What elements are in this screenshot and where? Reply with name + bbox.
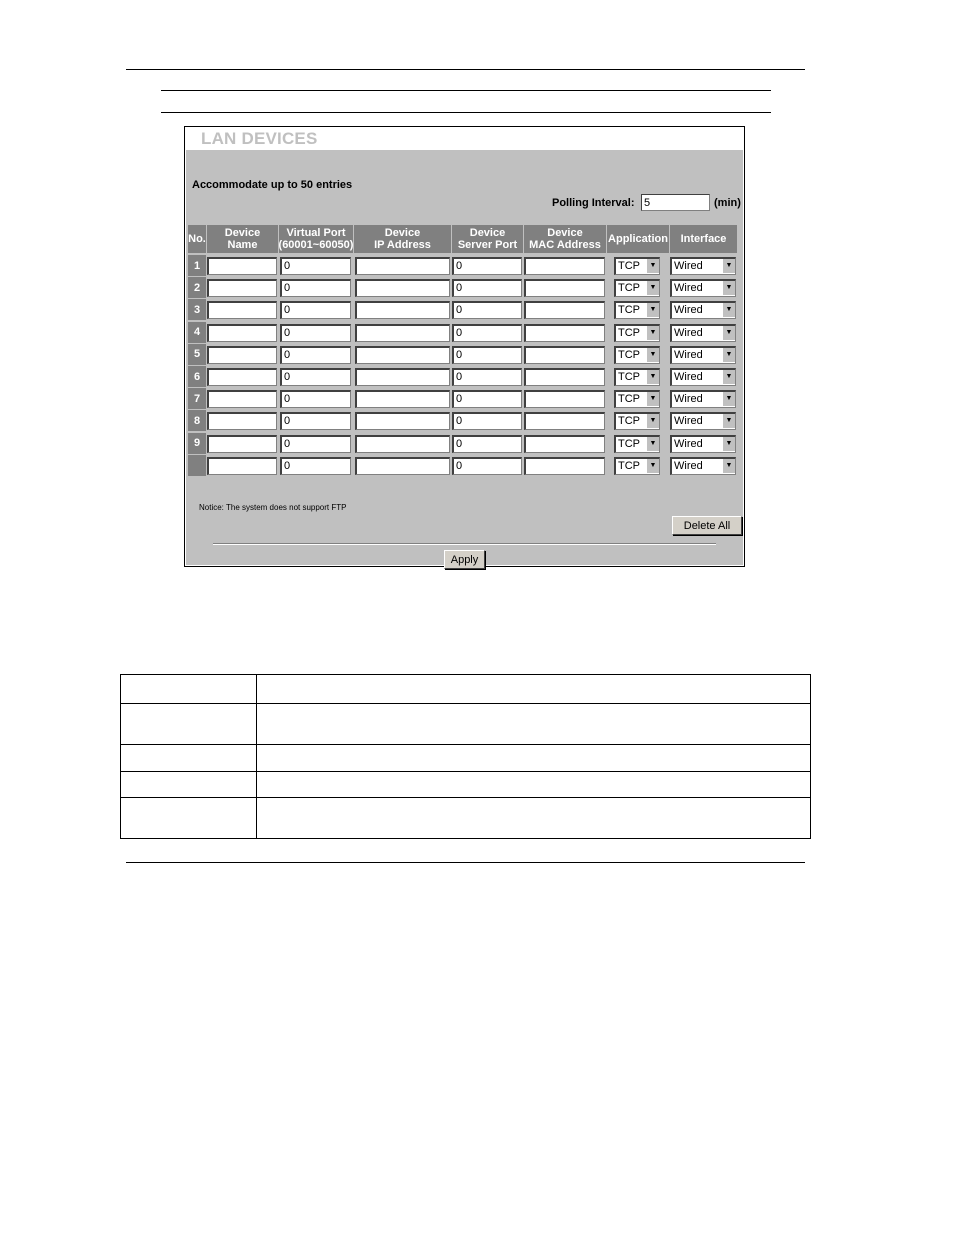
- mac-address-input[interactable]: [524, 368, 605, 386]
- table-row: [186, 366, 743, 388]
- device-name-input[interactable]: [207, 301, 277, 319]
- application-select[interactable]: [614, 457, 660, 475]
- application-select-value: TCP: [618, 459, 640, 472]
- row-number: 3: [188, 299, 206, 320]
- device-name-input[interactable]: [207, 279, 277, 297]
- application-select-value: TCP: [618, 326, 640, 339]
- header-server-port: Device Server Port: [452, 225, 523, 253]
- table-row: [121, 745, 810, 772]
- table-row: [121, 772, 810, 798]
- row-number: 5: [188, 344, 206, 365]
- application-select-value: TCP: [618, 282, 640, 295]
- section-rule-2: [161, 112, 771, 113]
- ip-address-input[interactable]: [355, 346, 450, 364]
- virtual-port-input[interactable]: 0: [280, 301, 351, 319]
- interface-select-value: Wired: [674, 437, 703, 450]
- interface-select[interactable]: [670, 368, 736, 386]
- entries-note: Accommodate up to 50 entries: [192, 179, 353, 191]
- server-port-input[interactable]: 0: [452, 301, 522, 319]
- panel-body: [186, 150, 743, 565]
- polling-interval-input[interactable]: [641, 194, 710, 211]
- application-select-value: TCP: [618, 437, 640, 450]
- chevron-down-icon[interactable]: ▼: [722, 281, 735, 295]
- application-select[interactable]: [614, 435, 660, 453]
- application-select[interactable]: [614, 324, 660, 342]
- chevron-down-icon[interactable]: ▼: [722, 437, 735, 451]
- page-bottom-rule: [126, 862, 805, 863]
- device-name-input[interactable]: [207, 390, 277, 408]
- mac-address-input[interactable]: [524, 457, 605, 475]
- server-port-input[interactable]: 0: [452, 368, 522, 386]
- table-row: [186, 299, 743, 321]
- mac-address-input[interactable]: [524, 390, 605, 408]
- divider: [213, 543, 716, 545]
- device-name-input[interactable]: [207, 435, 277, 453]
- chevron-down-icon[interactable]: ▼: [646, 259, 659, 273]
- header-interface: Interface: [670, 225, 737, 253]
- ip-address-input[interactable]: [355, 390, 450, 408]
- interface-select[interactable]: [670, 257, 736, 275]
- row-number: 6: [188, 366, 206, 387]
- server-port-input[interactable]: 0: [452, 390, 522, 408]
- server-port-input[interactable]: 0: [452, 457, 522, 475]
- interface-select[interactable]: [670, 457, 736, 475]
- header-virtual-port: Virtual Port (60001~60050): [278, 227, 354, 251]
- chevron-down-icon[interactable]: ▼: [646, 303, 659, 317]
- virtual-port-input[interactable]: 0: [280, 457, 351, 475]
- interface-select-value: Wired: [674, 326, 703, 339]
- chevron-down-icon[interactable]: ▼: [722, 370, 735, 384]
- table-row: [186, 388, 743, 410]
- interface-select[interactable]: [670, 412, 736, 430]
- lan-devices-panel: [184, 126, 745, 567]
- interface-select[interactable]: [670, 279, 736, 297]
- column-divider: [256, 675, 257, 838]
- chevron-down-icon[interactable]: ▼: [646, 414, 659, 428]
- virtual-port-input[interactable]: 0: [280, 412, 351, 430]
- table-row: [186, 344, 743, 366]
- mac-address-input[interactable]: [524, 346, 605, 364]
- ip-address-input[interactable]: [355, 301, 450, 319]
- application-select[interactable]: [614, 301, 660, 319]
- server-port-input[interactable]: 0: [452, 257, 522, 275]
- virtual-port-input[interactable]: 0: [280, 390, 351, 408]
- interface-select[interactable]: [670, 435, 736, 453]
- page-title: LAN DEVICES: [201, 129, 318, 148]
- mac-address-input[interactable]: [524, 279, 605, 297]
- chevron-down-icon[interactable]: ▼: [722, 259, 735, 273]
- table-row: [186, 410, 743, 432]
- header-mac-address: Device MAC Address: [524, 225, 606, 253]
- application-select[interactable]: [614, 346, 660, 364]
- virtual-port-input[interactable]: 0: [280, 435, 351, 453]
- server-port-input[interactable]: 0: [452, 412, 522, 430]
- virtual-port-input[interactable]: 0: [280, 257, 351, 275]
- row-number: 2: [188, 277, 206, 298]
- chevron-down-icon[interactable]: ▼: [722, 414, 735, 428]
- chevron-down-icon[interactable]: ▼: [646, 348, 659, 362]
- polling-interval-label: Polling Interval:: [552, 197, 635, 209]
- table-row: [186, 455, 743, 477]
- row-number: 9: [188, 433, 206, 454]
- interface-select-value: Wired: [674, 282, 703, 295]
- interface-select[interactable]: [670, 346, 736, 364]
- table-row: [121, 704, 810, 745]
- interface-select[interactable]: [670, 390, 736, 408]
- application-select-value: TCP: [618, 415, 640, 428]
- interface-select-value: Wired: [674, 304, 703, 317]
- table-row: [186, 322, 743, 344]
- interface-select-value: Wired: [674, 415, 703, 428]
- chevron-down-icon[interactable]: ▼: [646, 392, 659, 406]
- table-row: [186, 255, 743, 277]
- server-port-input[interactable]: 0: [452, 279, 522, 297]
- interface-select-value: Wired: [674, 260, 703, 272]
- row-number: 1: [188, 255, 206, 276]
- ip-address-input[interactable]: [355, 412, 450, 430]
- chevron-down-icon[interactable]: ▼: [722, 392, 735, 406]
- application-select[interactable]: [614, 279, 660, 297]
- row-number: 7: [188, 388, 206, 409]
- mac-address-input[interactable]: [524, 435, 605, 453]
- header-application: Application: [607, 225, 669, 253]
- header-device-name: Device Name: [207, 225, 278, 253]
- header-ip-address: Device IP Address: [354, 225, 451, 253]
- virtual-port-input[interactable]: 0: [280, 279, 351, 297]
- table-row: [186, 433, 743, 455]
- device-name-input[interactable]: [207, 412, 277, 430]
- chevron-down-icon[interactable]: ▼: [646, 437, 659, 451]
- application-select[interactable]: [614, 257, 660, 275]
- row-number: 4: [188, 322, 206, 343]
- field-description-table: [120, 674, 811, 839]
- table-row: [186, 277, 743, 299]
- ip-address-input[interactable]: [355, 279, 450, 297]
- polling-interval-unit: (min): [714, 197, 741, 209]
- application-select-value: TCP: [618, 393, 640, 406]
- table-row: [121, 675, 810, 704]
- chevron-down-icon[interactable]: ▼: [722, 348, 735, 362]
- chevron-down-icon[interactable]: ▼: [722, 326, 735, 340]
- mac-address-input[interactable]: [524, 301, 605, 319]
- application-select[interactable]: [614, 412, 660, 430]
- device-name-input[interactable]: [207, 368, 277, 386]
- application-select-value: TCP: [618, 304, 640, 317]
- application-select-value: TCP: [618, 371, 640, 383]
- ftp-notice: Notice: The system does not support FTP: [199, 503, 347, 512]
- server-port-input[interactable]: 0: [452, 346, 522, 364]
- mac-address-input[interactable]: [524, 257, 605, 275]
- interface-select[interactable]: [670, 324, 736, 342]
- chevron-down-icon[interactable]: ▼: [646, 326, 659, 340]
- virtual-port-input[interactable]: 0: [280, 346, 351, 364]
- device-name-input[interactable]: [207, 257, 277, 275]
- page-top-rule: [126, 69, 805, 70]
- server-port-input[interactable]: 0: [452, 324, 522, 342]
- device-name-input[interactable]: [207, 324, 277, 342]
- mac-address-input[interactable]: [524, 324, 605, 342]
- interface-select-value: Wired: [674, 348, 703, 361]
- mac-address-input[interactable]: [524, 412, 605, 430]
- interface-select-value: Wired: [674, 459, 703, 472]
- interface-select-value: Wired: [674, 371, 703, 383]
- application-select[interactable]: [614, 368, 660, 386]
- section-rule-1: [161, 90, 771, 91]
- virtual-port-input[interactable]: 0: [280, 368, 351, 386]
- header-no: No.: [188, 225, 206, 253]
- chevron-down-icon[interactable]: ▼: [646, 281, 659, 295]
- chevron-down-icon[interactable]: ▼: [646, 459, 659, 473]
- interface-select[interactable]: [670, 301, 736, 319]
- chevron-down-icon[interactable]: ▼: [646, 370, 659, 384]
- delete-all-button[interactable]: Delete All: [672, 516, 742, 535]
- ip-address-input[interactable]: [355, 324, 450, 342]
- application-select[interactable]: [614, 390, 660, 408]
- virtual-port-input[interactable]: 0: [280, 324, 351, 342]
- row-number: [188, 455, 206, 476]
- device-name-input[interactable]: [207, 346, 277, 364]
- chevron-down-icon[interactable]: ▼: [722, 459, 735, 473]
- row-number: 8: [188, 410, 206, 431]
- application-select-value: TCP: [618, 260, 640, 272]
- device-name-input[interactable]: [207, 457, 277, 475]
- chevron-down-icon[interactable]: ▼: [722, 303, 735, 317]
- apply-button[interactable]: Apply: [444, 550, 485, 569]
- ip-address-input[interactable]: [355, 368, 450, 386]
- application-select-value: TCP: [618, 348, 640, 361]
- interface-select-value: Wired: [674, 393, 703, 406]
- server-port-input[interactable]: 0: [452, 435, 522, 453]
- ip-address-input[interactable]: [355, 435, 450, 453]
- ip-address-input[interactable]: [355, 257, 450, 275]
- ip-address-input[interactable]: [355, 457, 450, 475]
